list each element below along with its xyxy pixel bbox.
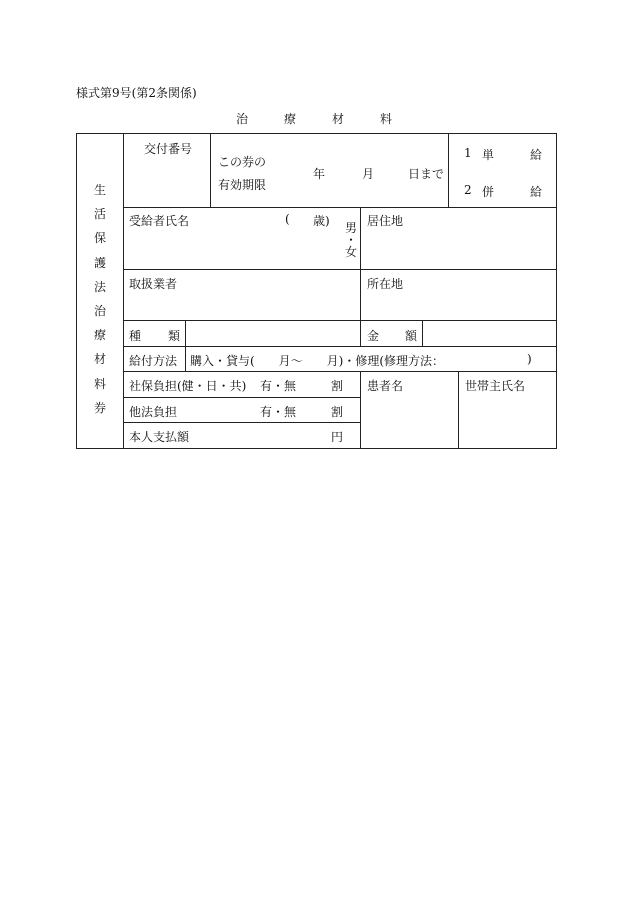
side-char: 療 bbox=[94, 328, 107, 343]
amount-char-a: 金 bbox=[367, 329, 380, 343]
side-column-divider bbox=[123, 133, 124, 449]
amount-char-b: 額 bbox=[405, 329, 418, 343]
middle-divider-lower bbox=[360, 371, 361, 449]
kind-char-b: 類 bbox=[168, 329, 181, 343]
side-char: 料 bbox=[94, 376, 107, 391]
row-separator-1 bbox=[123, 207, 557, 208]
table-border-bottom bbox=[76, 448, 557, 449]
side-char: 生 bbox=[94, 183, 107, 197]
side-label bbox=[94, 178, 106, 420]
other-law-yes-no: 有・無 bbox=[260, 405, 297, 419]
row1-divider-a bbox=[210, 133, 211, 207]
age-open: ( bbox=[285, 212, 290, 226]
location-label: 所在地 bbox=[367, 277, 404, 291]
amount-divider bbox=[422, 320, 423, 346]
table-border-left bbox=[76, 133, 77, 449]
patient-name-label: 患者名 bbox=[367, 379, 404, 393]
row-separator-4 bbox=[123, 346, 557, 347]
social-insurance-yes-no: 有・無 bbox=[260, 379, 297, 393]
side-char: 法 bbox=[94, 279, 107, 294]
payment-method-text: 購入・貸与( 月～ 月)・修理(修理方法： bbox=[190, 354, 445, 368]
side-char: 券 bbox=[94, 400, 107, 415]
middle-divider-upper bbox=[360, 207, 361, 346]
row-separator-6 bbox=[123, 397, 360, 398]
patient-divider bbox=[458, 371, 459, 449]
vendor-label: 取扱業者 bbox=[129, 277, 178, 291]
payment-method-label: 給付方法 bbox=[129, 354, 178, 368]
sex-dot: ・ bbox=[345, 233, 358, 247]
option1-char-a: 単 bbox=[482, 148, 495, 162]
other-law-unit: 割 bbox=[331, 405, 344, 419]
validity-month: 月 bbox=[362, 167, 375, 181]
row1-divider-b bbox=[448, 133, 449, 207]
side-char: 保 bbox=[94, 231, 107, 246]
method-divider bbox=[185, 346, 186, 371]
title-char-2: 療 bbox=[284, 112, 297, 126]
payment-method-close: ) bbox=[527, 352, 532, 366]
other-law-label: 他法負担 bbox=[129, 405, 178, 419]
recipient-name-label: 受給者氏名 bbox=[129, 214, 190, 228]
validity-until: 日まで bbox=[408, 167, 445, 181]
residence-label: 居住地 bbox=[367, 214, 404, 228]
table-border-top bbox=[76, 133, 557, 134]
side-char: 活 bbox=[94, 207, 107, 222]
side-char: 材 bbox=[94, 352, 107, 367]
kind-divider bbox=[185, 320, 186, 346]
row-separator-3 bbox=[123, 320, 557, 321]
title-char-3: 材 bbox=[332, 112, 345, 126]
sex-male: 男 bbox=[345, 221, 358, 235]
side-char: 治 bbox=[94, 304, 107, 319]
validity-year: 年 bbox=[313, 167, 326, 181]
social-insurance-unit: 割 bbox=[331, 379, 344, 393]
table-border-right bbox=[556, 133, 557, 449]
option1-char-b: 給 bbox=[530, 148, 543, 162]
option2-char-b: 給 bbox=[530, 185, 543, 199]
self-payment-unit: 円 bbox=[331, 430, 344, 444]
row-separator-7 bbox=[123, 422, 360, 423]
kind-char-a: 種 bbox=[129, 329, 142, 343]
form-number-label: 様式第9号(第2条関係) bbox=[76, 86, 197, 100]
social-insurance-label: 社保負担(健・日・共) bbox=[129, 379, 247, 393]
validity-label-2: 有効期限 bbox=[218, 178, 267, 192]
householder-name-label: 世帯主氏名 bbox=[465, 379, 526, 393]
option1-number: 1 bbox=[464, 146, 472, 160]
issue-number-label: 交付番号 bbox=[144, 142, 193, 156]
title-char-1: 治 bbox=[236, 112, 249, 126]
age-close: 歳) bbox=[313, 214, 330, 228]
validity-label-1: この券の bbox=[218, 155, 267, 169]
row-separator-5 bbox=[123, 371, 557, 372]
option2-char-a: 併 bbox=[482, 185, 495, 199]
row-separator-2 bbox=[123, 269, 557, 270]
option2-number: 2 bbox=[464, 183, 472, 197]
self-payment-label: 本人支払額 bbox=[129, 430, 190, 444]
side-char: 護 bbox=[94, 255, 107, 270]
sex-female: 女 bbox=[345, 245, 358, 259]
title-char-4: 料 bbox=[380, 112, 393, 126]
